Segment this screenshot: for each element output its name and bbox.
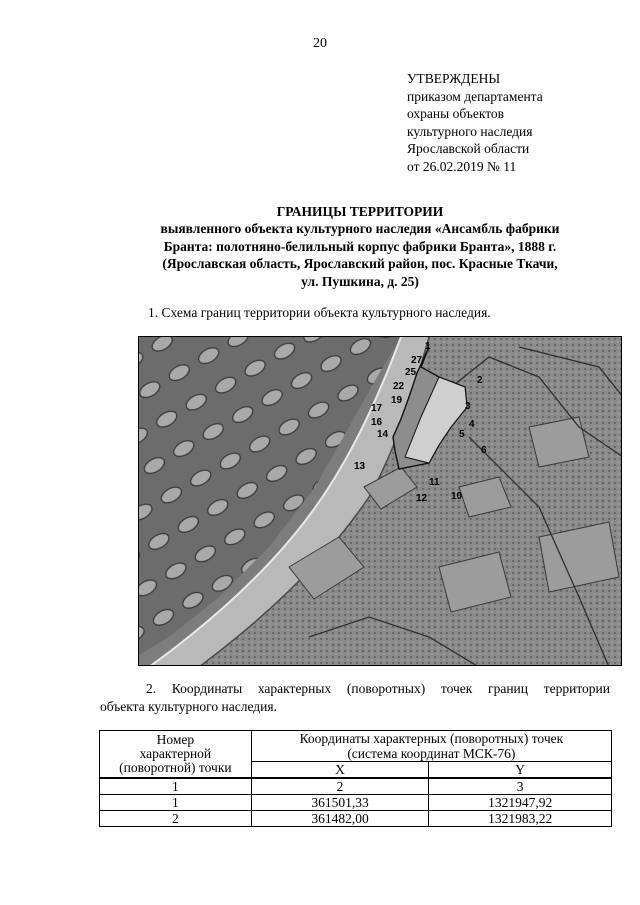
- table-header-row: [100, 731, 612, 762]
- table-index-row: [100, 778, 612, 795]
- section-2-line: 2. Координаты характерных (поворотных) точек границ территории: [146, 681, 610, 696]
- table-cell: 2: [100, 811, 252, 827]
- table-cell: 3: [429, 778, 612, 795]
- header-coordinates: [251, 731, 611, 762]
- table-cell: 1: [100, 795, 252, 811]
- map-point-label: 19: [391, 395, 403, 406]
- map-point-label: 27: [411, 355, 423, 366]
- approval-line: Ярославской области: [407, 141, 530, 157]
- header-y: Y: [429, 762, 612, 779]
- table-cell: 361501,33: [251, 795, 429, 811]
- header-line: характерной: [139, 746, 212, 761]
- header-line: Координаты характерных (поворотных) точек: [299, 731, 564, 746]
- map-point-label: 13: [354, 461, 366, 472]
- header-point-number: [100, 731, 252, 779]
- section-2-heading: [100, 680, 610, 716]
- header-line: Номер: [156, 732, 195, 747]
- table-cell: 1321947,92: [429, 795, 612, 811]
- map-point-label: 22: [393, 381, 405, 392]
- map-point-label: 11: [429, 477, 440, 488]
- title-line: выявленного объекта культурного наследия «Ансамбль фабрики: [160, 221, 560, 237]
- map-point-label: 4: [469, 419, 475, 430]
- approval-line: приказом департамента: [407, 88, 543, 104]
- map-point-label: 1: [425, 341, 431, 352]
- title-line: Бранта: полотняно-белильный корпус фабрики Бранта», 1888 г.: [163, 238, 557, 254]
- document-title: [100, 203, 620, 290]
- approval-line: культурного наследия: [407, 123, 533, 139]
- map-point-label: 12: [416, 493, 428, 504]
- title-line: ГРАНИЦЫ ТЕРРИТОРИИ: [276, 204, 444, 219]
- table-cell: 361482,00: [251, 811, 429, 827]
- boundary-map: [138, 336, 622, 666]
- table-row: [100, 795, 612, 811]
- header-line: (система координат МСК-76): [347, 746, 516, 761]
- map-point-label: 6: [481, 445, 487, 456]
- page-number: 20: [313, 36, 327, 51]
- map-point-label: 2: [477, 375, 483, 386]
- section-2-line: объекта культурного наследия.: [100, 699, 277, 714]
- approval-line: УТВЕРЖДЕНЫ: [407, 71, 501, 86]
- map-point-label: 16: [371, 417, 383, 428]
- table-cell: 1: [100, 778, 252, 795]
- map-point-label: 5: [459, 429, 465, 440]
- table-cell: 1321983,22: [429, 811, 612, 827]
- header-x: X: [251, 762, 429, 779]
- table-cell: 2: [251, 778, 429, 795]
- title-line: (Ярославская область, Ярославский район, пос. Красные Ткачи,: [162, 256, 558, 272]
- header-line: (поворотной) точки: [119, 760, 232, 775]
- map-point-label: 25: [405, 367, 417, 378]
- table-row: [100, 811, 612, 827]
- map-point-label: 10: [451, 491, 463, 502]
- title-line: ул. Пушкина, д. 25): [301, 273, 419, 289]
- map-point-label: 3: [465, 401, 471, 412]
- section-1-heading: 1. Схема границ территории объекта культурного наследия.: [148, 305, 491, 320]
- approval-block: [407, 70, 543, 176]
- coordinates-table: [99, 730, 612, 827]
- approval-line: охраны объектов: [407, 106, 505, 122]
- map-point-label: 14: [377, 429, 389, 440]
- map-point-label: 17: [371, 403, 383, 414]
- map-image: [139, 337, 622, 666]
- approval-line: от 26.02.2019 № 11: [407, 158, 517, 174]
